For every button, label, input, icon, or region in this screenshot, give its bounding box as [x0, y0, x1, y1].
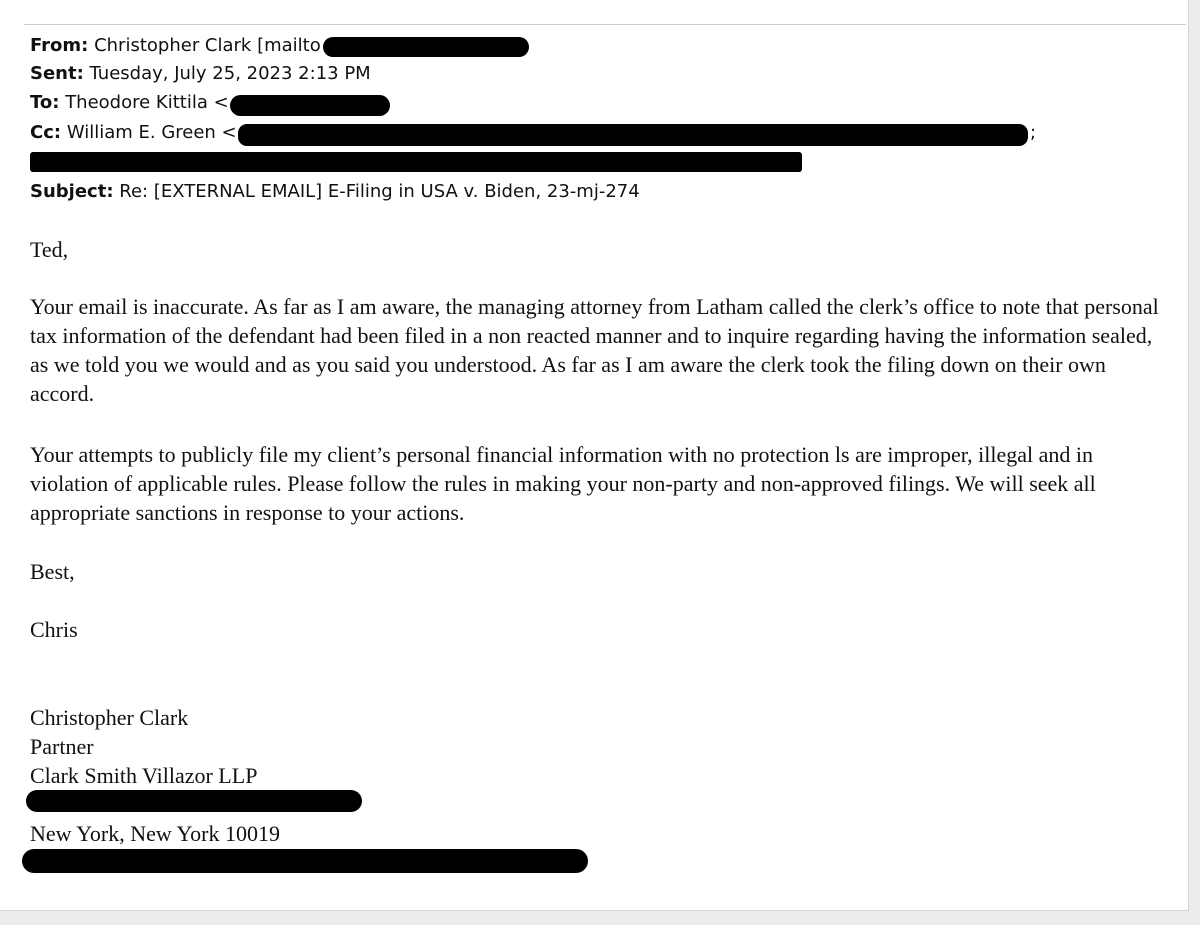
signature-title: Partner: [30, 734, 94, 759]
signature-city: New York, New York 10019: [30, 821, 280, 846]
sent-value: Tuesday, July 25, 2023 2:13 PM: [89, 63, 371, 84]
to-value: Theodore Kittila <: [65, 92, 229, 113]
from-value: Christopher Clark [mailto: [94, 35, 321, 56]
from-label: From:: [30, 35, 89, 56]
signature-firm: Clark Smith Villazor LLP: [30, 763, 258, 788]
cc-value: William E. Green <: [66, 122, 237, 143]
top-divider: [24, 24, 1186, 25]
to-label: To:: [30, 92, 60, 113]
to-line: [30, 91, 229, 115]
subject-line: [30, 180, 640, 204]
redaction-cc-emails: [238, 124, 1028, 146]
redaction-cc-continued: [30, 152, 802, 172]
redaction-to-email: [230, 95, 390, 116]
greeting: Ted,: [30, 237, 69, 262]
sent-line: [30, 62, 371, 86]
redaction-from-email: [323, 37, 529, 57]
from-line: [30, 34, 321, 58]
signature-name: Christopher Clark: [30, 705, 189, 730]
subject-value: Re: [EXTERNAL EMAIL] E-Filing in USA v. Biden, 23-mj-274: [119, 181, 640, 202]
body-paragraph-1: Your email is inaccurate. As far as I am aware, the managing attorney from Latham called the clerk’s office to note that personal tax information of the defendant had been filed in a non reacted manner and to inquire regarding having the information sealed, as we told you we would and as you said you understood. As far as I am aware the clerk took the filing down on their own accord.: [30, 294, 1159, 406]
subject-label: Subject:: [30, 181, 114, 202]
redaction-phone-numbers: [22, 849, 588, 873]
sign-off-name: Chris: [30, 617, 78, 642]
sent-label: Sent:: [30, 63, 84, 84]
cc-line: [30, 121, 237, 145]
cc-tail: ;: [1030, 122, 1037, 143]
body-paragraph-2: Your attempts to publicly file my client’s personal financial information with no protection ls are improper, illegal and in violation of applicable rules. Please follow the rules in making your non-party and non-approved filings. We will seek all appropriate sanctions in response to your actions.: [30, 442, 1096, 525]
redaction-street-address: [26, 790, 362, 812]
closing: Best,: [30, 559, 75, 584]
cc-label: Cc:: [30, 122, 62, 143]
